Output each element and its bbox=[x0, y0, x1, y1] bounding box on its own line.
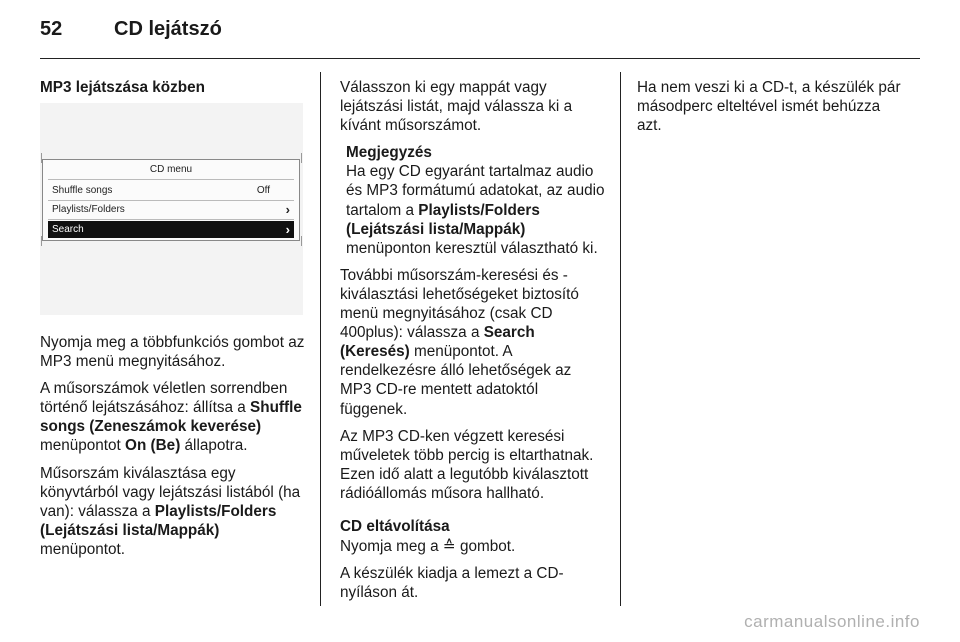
column-1-text bbox=[40, 333, 306, 567]
display-screenshot bbox=[40, 103, 303, 315]
note-title: Megjegyzés bbox=[346, 144, 432, 162]
chevron-right-icon: › bbox=[285, 222, 290, 237]
note-box bbox=[340, 143, 605, 258]
section-heading: MP3 lejátszása közben bbox=[40, 79, 205, 96]
paragraph: Az MP3 CD-ken végzett keresési műveletek több percig is eltarthatnak. Ezen idő alatt a legutóbb kiválasztott rádióállomás műsora hallható. bbox=[340, 427, 594, 502]
menu-title: CD menu bbox=[149, 164, 193, 175]
menu-separator bbox=[48, 219, 294, 220]
paragraph: Nyomja meg a ≙ gombot. bbox=[340, 538, 516, 556]
note-text: Ha egy CD egyaránt tartalmaz audio és MP3 formátumú adatokat, az audio tartalom a Playlists/Folders (Lejátszási lista/Mappák) menüponton keresztül választható ki. bbox=[346, 163, 605, 257]
page-title: CD lejátszó bbox=[114, 18, 222, 40]
paragraph: A készülék kiadja a lemezt a CD-nyíláson át. bbox=[340, 565, 564, 602]
menu-item-playlists-folders[interactable] bbox=[48, 201, 294, 218]
watermark: carmanualsonline.info bbox=[744, 612, 920, 631]
column-divider-2 bbox=[620, 72, 621, 606]
header-rule bbox=[40, 58, 920, 59]
paragraph: Nyomja meg a többfunkciós gombot az MP3 menü megnyitásához. bbox=[40, 334, 305, 371]
section-heading: CD eltávolítása bbox=[340, 517, 450, 535]
screen-corner-mark bbox=[301, 153, 302, 163]
page-number: 52 bbox=[40, 18, 63, 40]
paragraph: Ha nem veszi ki a CD-t, a készülék pár másodperc elteltével ismét behúzza azt. bbox=[637, 79, 901, 135]
menu-item-label: Playlists/Folders bbox=[52, 204, 125, 215]
column-3 bbox=[637, 78, 907, 143]
menu-separator bbox=[48, 179, 294, 180]
paragraph: Műsorszám kiválasztása egy könyvtárból vagy lejátszási listából (ha van): válassza a Playlists/Folders (Lejátszási lista/Mappák) menüpontot. bbox=[40, 464, 301, 558]
column-2 bbox=[340, 78, 605, 610]
menu-item-shuffle-songs[interactable] bbox=[48, 182, 294, 199]
menu-item-label: Search bbox=[52, 224, 84, 235]
paragraph: A műsorszámok véletlen sorrendben történő lejátszásához: állítsa a Shuffle songs (Zeneszámok keverése) menüpontot On (Be) állapotra. bbox=[40, 380, 302, 455]
menu-item-value: Off bbox=[256, 185, 270, 196]
page-header bbox=[40, 18, 222, 41]
paragraph: Válasszon ki egy mappát vagy lejátszási listát, majd válassza ki a kívánt műsorszámot. bbox=[340, 79, 573, 135]
menu-item-label: Shuffle songs bbox=[52, 185, 113, 196]
eject-icon: ≙ bbox=[442, 538, 456, 556]
column-divider-1 bbox=[320, 72, 321, 606]
cd-menu-box bbox=[42, 159, 300, 241]
chevron-right-icon: › bbox=[285, 202, 290, 217]
paragraph: További műsorszám-keresési és -kiválasztási lehetőségeket biztosító menü megnyitásához (csak CD 400plus): válassza a Search (Keresés) menüpontot. A rendelkezésre álló lehetőségek az MP3 CD-re mentett adatoktól függenek. bbox=[340, 266, 579, 418]
screen-corner-mark bbox=[301, 236, 302, 246]
menu-item-search[interactable] bbox=[48, 221, 294, 238]
column-1 bbox=[40, 78, 306, 98]
